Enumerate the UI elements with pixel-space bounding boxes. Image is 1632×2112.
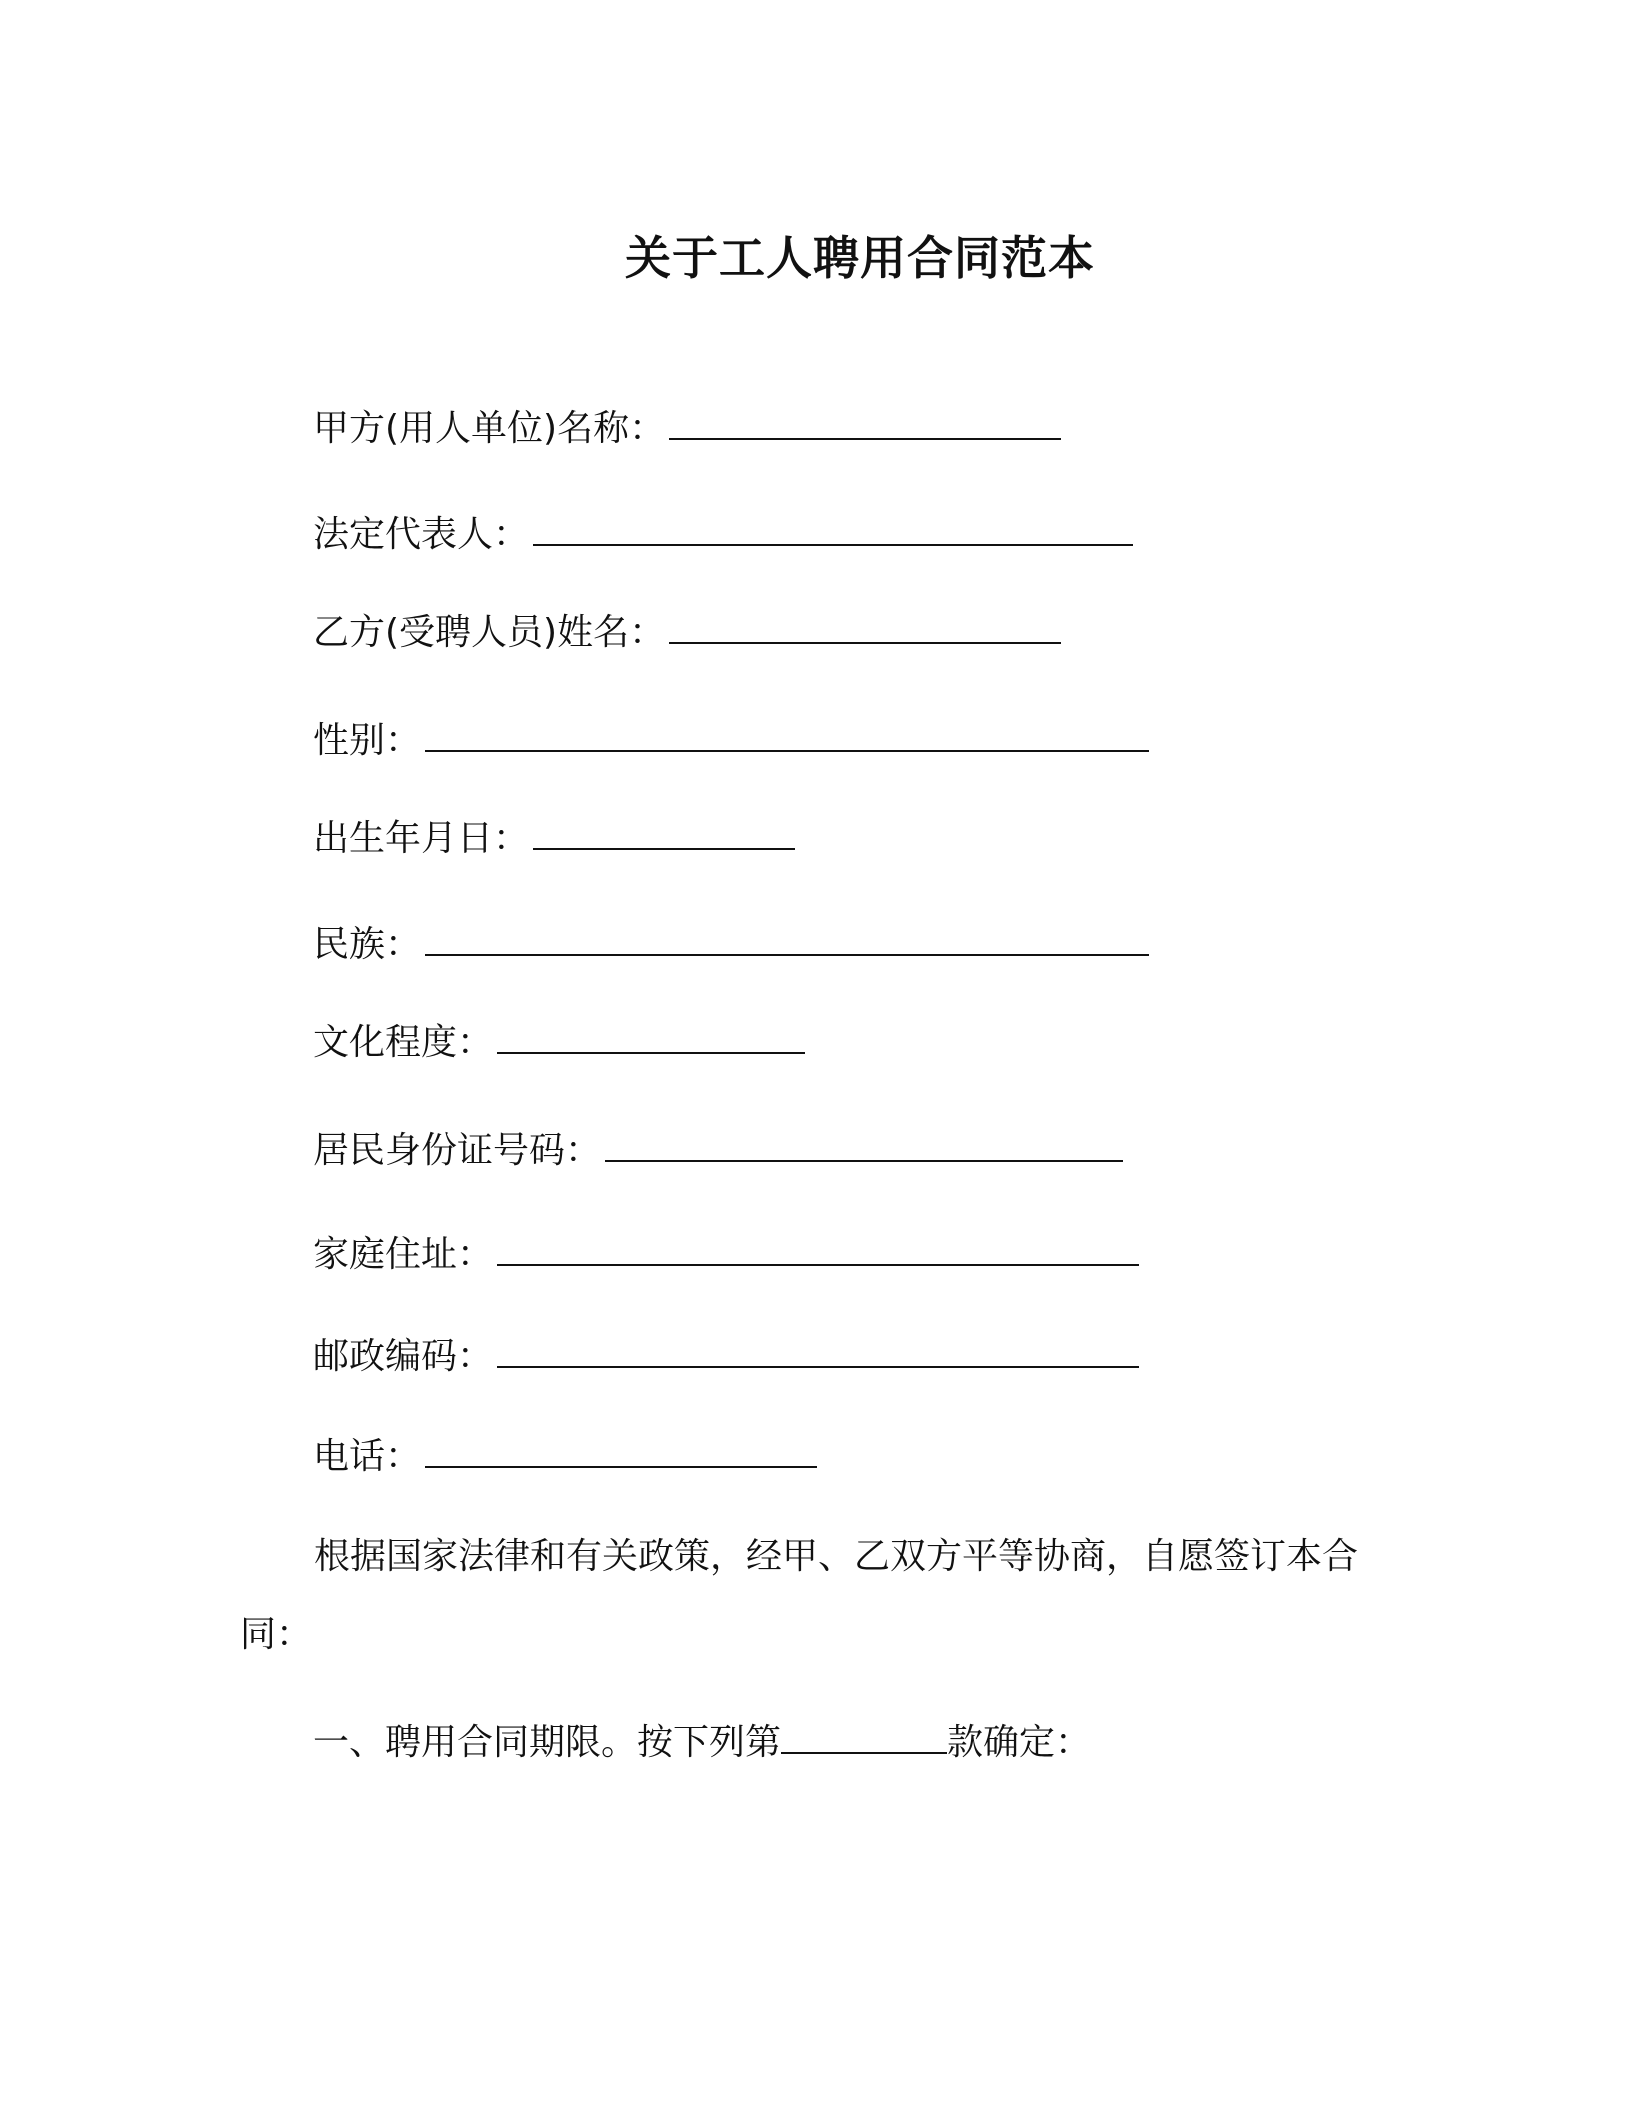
field-ethnicity (313, 916, 1149, 969)
fill-blank[interactable] (533, 810, 795, 850)
field-gender (313, 712, 1149, 765)
field-label: 文化程度： (313, 1022, 494, 1063)
fill-blank[interactable] (497, 1226, 1139, 1266)
fill-blank[interactable] (533, 506, 1133, 546)
field-home-address (313, 1226, 1139, 1279)
field-employee-name (313, 604, 1061, 657)
field-phone (313, 1428, 817, 1481)
fill-blank[interactable] (669, 604, 1061, 644)
intro-paragraph: 根据国家法律和有关政策，经甲、乙双方平等协商，自愿签订本合同： (240, 1536, 1359, 1655)
field-employer-name (313, 400, 1061, 453)
document-title: 关于工人聘用合同范本 (625, 231, 1095, 285)
field-label: 民族： (313, 924, 422, 965)
fill-blank[interactable] (669, 400, 1061, 440)
field-label: 居民身份证号码： (313, 1130, 602, 1171)
fill-blank[interactable] (425, 712, 1149, 752)
field-education (313, 1014, 805, 1067)
field-label: 性别： (313, 720, 422, 761)
fill-blank[interactable] (605, 1122, 1123, 1162)
fill-blank[interactable] (781, 1714, 947, 1754)
field-label: 电话： (313, 1436, 422, 1477)
field-label: 甲方(用人单位)名称： (313, 408, 666, 449)
field-label: 家庭住址： (313, 1234, 494, 1275)
field-postal-code (313, 1328, 1139, 1381)
field-label: 邮政编码： (313, 1336, 494, 1377)
fill-blank[interactable] (425, 916, 1149, 956)
field-label: 乙方(受聘人员)姓名： (313, 612, 666, 653)
field-birth-date (313, 810, 795, 863)
field-id-number (313, 1122, 1123, 1175)
field-legal-representative (313, 506, 1133, 559)
fill-blank[interactable] (425, 1428, 817, 1468)
clause-text-before: 一、聘用合同期限。按下列第 (313, 1722, 782, 1763)
fill-blank[interactable] (497, 1328, 1139, 1368)
fill-blank[interactable] (497, 1014, 805, 1054)
clause-1-contract-term (313, 1714, 1091, 1767)
field-label: 出生年月日： (313, 818, 530, 859)
clause-text-after: 款确定： (947, 1722, 1092, 1763)
field-label: 法定代表人： (313, 514, 530, 555)
